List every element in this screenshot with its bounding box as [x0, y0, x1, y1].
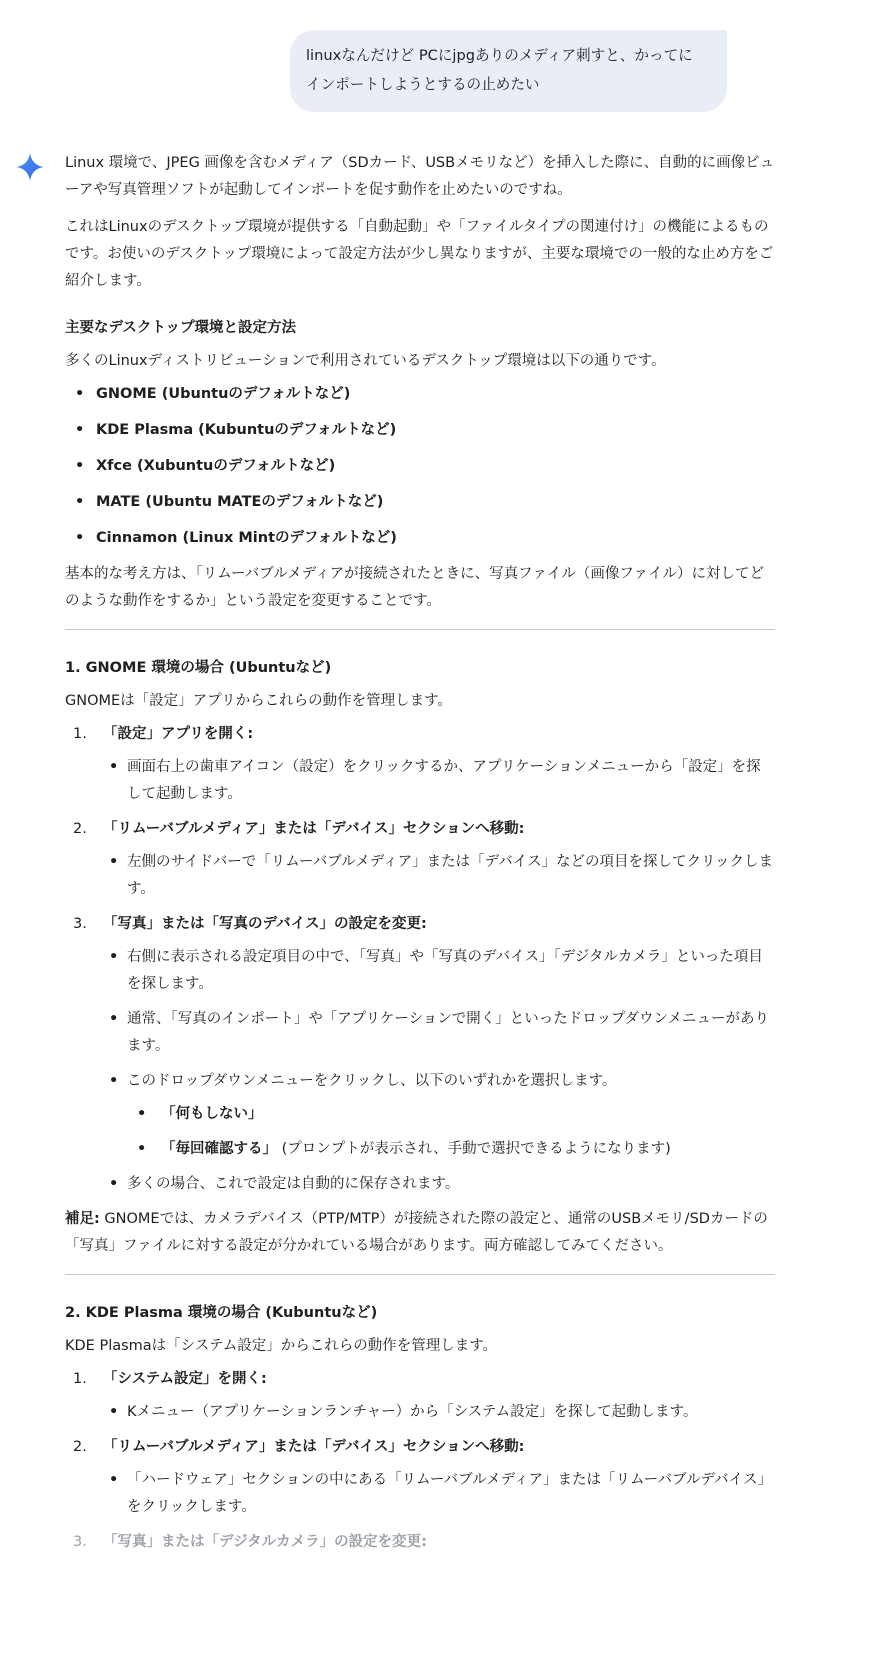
step-title: 「リムーバブルメディア」または「デバイス」セクションへ移動:	[103, 1439, 525, 1455]
step-details	[103, 1399, 775, 1426]
step-details	[103, 754, 775, 808]
section-heading-gnome: 1. GNOME 環境の場合 (Ubuntuなど)	[65, 660, 332, 676]
step-item	[65, 721, 775, 808]
step-item	[65, 816, 775, 903]
list-item: • Kメニュー（アプリケーションランチャー）から「システム設定」を探して起動します。	[103, 1399, 775, 1426]
step-number: 3.	[73, 916, 87, 932]
assistant-response	[65, 150, 775, 1564]
note-label: 補足:	[65, 1211, 100, 1227]
step-title: 「リムーバブルメディア」または「デバイス」セクションへ移動:	[103, 821, 525, 837]
list-item: • 画面右上の歯車アイコン（設定）をクリックするか、アプリケーションメニューから「設定」を探して起動します。	[103, 754, 775, 808]
section-heading-main: 主要なデスクトップ環境と設定方法	[65, 320, 296, 336]
intro-paragraph-1: Linux 環境で、JPEG 画像を含むメディア（SDカード、USBメモリなど）を挿入した際に、自動的に画像ビューアや写真管理ソフトが起動してインポートを促す動作を止めたいのですね。	[65, 155, 775, 198]
step-item	[65, 911, 775, 1198]
section-desc-kde: KDE Plasmaは「システム設定」からこれらの動作を管理します。	[65, 1338, 498, 1354]
gnome-steps	[65, 721, 775, 1198]
step-number: 2.	[73, 1439, 87, 1455]
step-item	[65, 1434, 775, 1521]
option-item	[127, 1136, 775, 1163]
divider	[65, 629, 775, 630]
option-item	[127, 1101, 775, 1128]
divider	[65, 1274, 775, 1275]
list-item: • KDE Plasma (Kubuntuのデフォルトなど)	[65, 417, 775, 444]
list-item: • Cinnamon (Linux Mintのデフォルトなど)	[65, 525, 775, 552]
note-paragraph	[65, 1206, 775, 1260]
step-number: 2.	[73, 821, 87, 837]
list-item: • GNOME (Ubuntuのデフォルトなど)	[65, 381, 775, 408]
gemini-spark-icon	[16, 153, 44, 181]
step-number: 1.	[73, 726, 87, 742]
section-desc-gnome: GNOMEは「設定」アプリからこれらの動作を管理します。	[65, 693, 452, 709]
step-title: 「システム設定」を開く:	[103, 1371, 267, 1387]
list-item: • 通常、「写真のインポート」や「アプリケーションで開く」といったドロップダウンメニューがあります。	[103, 1006, 775, 1060]
step-details	[103, 849, 775, 903]
intro-paragraph-2: これはLinuxのデスクトップ環境が提供する「自動起動」や「ファイルタイプの関連付け」の機能によるものです。お使いのデスクトップ環境によって設定方法が少し異なりますが、主要な環境での一般的な止め方をご紹介します。	[65, 219, 774, 289]
list-item: • 「ハードウェア」セクションの中にある「リムーバブルメディア」または「リムーバブルデバイス」をクリックします。	[103, 1467, 775, 1521]
section-heading-kde: 2. KDE Plasma 環境の場合 (Kubuntuなど)	[65, 1305, 378, 1321]
list-item: • 右側に表示される設定項目の中で、「写真」や「写真のデバイス」「デジタルカメラ」といった項目を探します。	[103, 944, 775, 998]
list-item: • Xfce (Xubuntuのデフォルトなど)	[65, 453, 775, 480]
list-item-text: このドロップダウンメニューをクリックし、以下のいずれかを選択します。	[127, 1073, 617, 1089]
step-number: 1.	[73, 1371, 87, 1387]
step-number: 3.	[73, 1534, 87, 1550]
section-desc-main: 多くのLinuxディストリビューションで利用されているデスクトップ環境は以下の通りです。	[65, 353, 666, 369]
list-item: • MATE (Ubuntu MATEのデフォルトなど)	[65, 489, 775, 516]
list-item: • 多くの場合、これで設定は自動的に保存されます。	[103, 1171, 775, 1198]
kde-steps	[65, 1366, 775, 1556]
step-title: 「設定」アプリを開く:	[103, 726, 254, 742]
step-item	[65, 1529, 775, 1556]
step-details	[103, 1467, 775, 1521]
desktop-env-list	[65, 381, 775, 552]
list-item: • 左側のサイドバーで「リムーバブルメディア」または「デバイス」などの項目を探してクリックします。	[103, 849, 775, 903]
user-message-bubble: linuxなんだけど PCにjpgありのメディア刺すと、かってにインポートしようとするの止めたい	[290, 30, 727, 112]
list-item	[103, 1068, 775, 1163]
option-list	[127, 1101, 775, 1163]
option-label: 「毎回確認する」	[161, 1141, 277, 1157]
basic-idea-paragraph: 基本的な考え方は、「リムーバブルメディアが接続されたときに、写真ファイル（画像ファイル）に対してどのような動作をするか」という設定を変更することです。	[65, 566, 765, 609]
step-title: 「写真」または「デジタルカメラ」の設定を変更:	[103, 1534, 427, 1550]
step-title: 「写真」または「写真のデバイス」の設定を変更:	[103, 916, 427, 932]
note-text: GNOMEでは、カメラデバイス（PTP/MTP）が接続された際の設定と、通常のUSBメモリ/SDカードの「写真」ファイルに対する設定が分かれている場合があります。両方確認してみてください。	[65, 1211, 768, 1254]
option-label: 「何もしない」	[161, 1106, 263, 1122]
step-item	[65, 1366, 775, 1426]
option-desc: (プロンプトが表示され、手動で選択できるようになります)	[277, 1141, 671, 1157]
step-details	[103, 944, 775, 1198]
